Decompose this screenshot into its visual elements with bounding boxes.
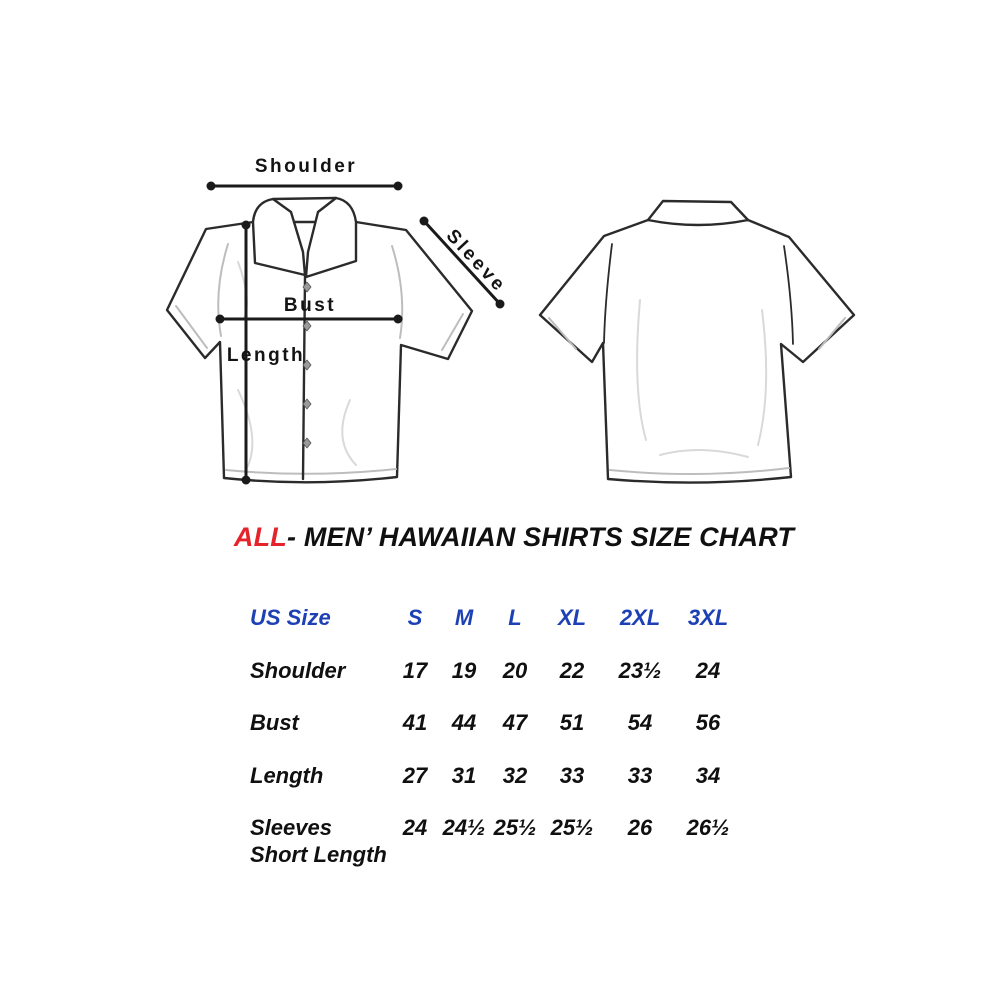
page-title	[0, 522, 1000, 553]
table-cell: 25½	[550, 815, 594, 840]
row-label-line1: Sleeves	[250, 815, 332, 840]
table-cell: 34	[695, 762, 721, 788]
length-label: Length	[226, 345, 306, 366]
column-header-s: S	[407, 605, 423, 630]
row-label-shoulder: Shoulder	[250, 657, 346, 683]
table-cell: 27	[402, 762, 428, 788]
column-header-xl: XL	[557, 605, 587, 630]
table-cell: 33	[559, 762, 585, 788]
column-header-l: L	[508, 605, 522, 630]
table-cell: 25½	[493, 815, 537, 840]
back-shirt-outline	[540, 220, 854, 483]
front-shirt-drawing	[167, 198, 472, 482]
row-label-sleeves-short-length	[250, 813, 395, 869]
table-cell: 17	[402, 657, 428, 683]
column-header-m: M	[454, 605, 474, 630]
row-label-length: Length	[250, 762, 324, 788]
table-cell: 26	[627, 815, 653, 840]
table-cell: 26½	[686, 815, 730, 840]
table-cell: 44	[451, 710, 477, 735]
table-cell: 33	[627, 762, 653, 788]
title-text: - MEN’ HAWAIIAN SHIRTS SIZE CHART	[286, 522, 795, 552]
column-header-us-size: US Size	[250, 605, 331, 630]
table-cell: 41	[402, 710, 428, 735]
row-label-bust: Bust	[250, 710, 299, 735]
table-cell: 24½	[442, 815, 486, 840]
size-table	[250, 603, 743, 866]
table-cell: 20	[502, 657, 528, 683]
table-cell: 31	[451, 762, 477, 788]
shoulder-label: Shoulder	[254, 156, 358, 177]
table-cell: 51	[559, 710, 585, 735]
title-highlight: ALL	[233, 522, 287, 552]
table-cell: 56	[695, 710, 721, 735]
table-cell: 54	[627, 710, 653, 735]
table-cell: 19	[451, 657, 477, 683]
table-cell: 22	[559, 657, 585, 683]
shoulder-measure-line	[207, 182, 403, 191]
column-header-2xl: 2XL	[619, 605, 661, 630]
row-label-line2: Short Length	[250, 841, 387, 867]
bust-label: Bust	[283, 295, 337, 316]
table-cell: 24	[402, 815, 428, 840]
back-collar	[648, 201, 748, 225]
sleeve-label: Sleeve	[441, 225, 511, 298]
back-shirt-drawing	[540, 201, 854, 483]
table-cell: 23½	[618, 657, 662, 683]
table-cell: 47	[502, 710, 528, 735]
column-header-3xl: 3XL	[687, 605, 729, 630]
table-cell: 24	[695, 657, 721, 683]
table-cell: 32	[502, 762, 528, 788]
